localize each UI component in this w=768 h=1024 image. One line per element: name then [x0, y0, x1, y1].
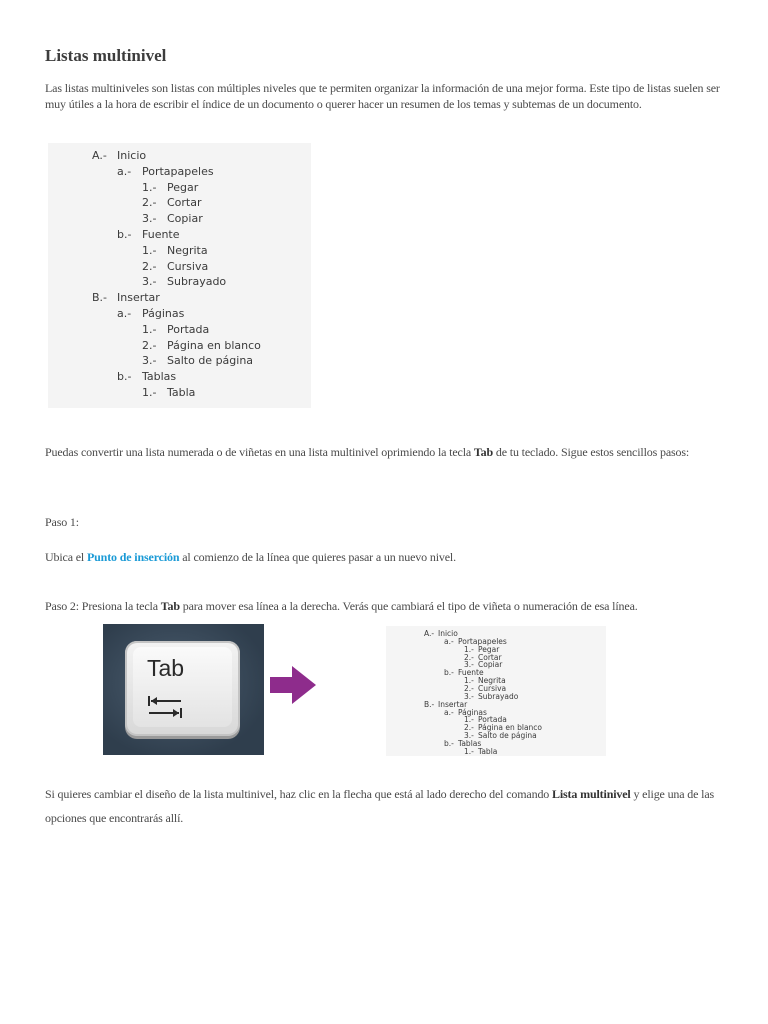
list-item-number: 3.-	[464, 731, 474, 741]
list-item-text: Portapapeles	[458, 636, 507, 646]
list-item-number: 1.-	[142, 322, 157, 336]
step2-text-after: para mover esa línea a la derecha. Verás que cambiará el tipo de viñeta o numeración de esa línea.	[179, 599, 638, 613]
list-item-number: 3.-	[142, 212, 157, 226]
locate-text-before: Ubica el	[45, 550, 87, 564]
tab-key-icon	[103, 624, 264, 755]
tab-key-bold: Tab	[473, 445, 494, 459]
list-item-text: Cursiva	[478, 683, 507, 693]
list-item-text: Páginas	[458, 707, 487, 717]
locate-paragraph	[45, 549, 725, 565]
list-item-text: Inicio	[438, 629, 458, 638]
list-item-number: b.-	[117, 370, 132, 384]
list-item-number: B.-	[92, 291, 108, 305]
step-2-paragraph	[45, 598, 725, 614]
convert-text-before: Puedas convertir una lista numerada o de viñetas en una lista multinivel oprimiendo la tecla	[45, 445, 474, 459]
list-item-text: Negrita	[478, 676, 506, 686]
multilevel-list-example	[48, 143, 311, 408]
list-item	[117, 164, 214, 180]
list-item-text: Pegar	[478, 644, 500, 654]
locate-text-after: al comienzo de la línea que quieres pasar a un nuevo nivel.	[179, 550, 456, 564]
list-item-text: Páginas	[142, 307, 185, 320]
insertion-point-link[interactable]: Punto de inserción	[86, 550, 180, 564]
list-item-text: Insertar	[438, 699, 468, 709]
list-item-number: 2.-	[464, 683, 474, 693]
list-item-number: b.-	[444, 668, 454, 678]
list-item	[142, 353, 253, 369]
list-item-number: a.-	[444, 707, 454, 717]
list-item-number: 3.-	[464, 660, 474, 670]
list-item	[142, 180, 198, 196]
list-item-text: Página en blanco	[167, 338, 261, 352]
list-item-text: Cursiva	[167, 259, 209, 273]
list-item-number: 3.-	[464, 691, 474, 701]
final-text-after: y elige una de las opciones que encontrarás allí.	[45, 787, 715, 825]
list-item-text: Cortar	[478, 652, 502, 662]
list-item	[142, 195, 202, 211]
step2-tab-key-bold: Tab	[160, 599, 180, 613]
list-item-number: a.-	[117, 164, 132, 178]
list-item-text: Tabla	[478, 746, 498, 756]
list-item-number: 2.-	[464, 723, 474, 733]
multilevel-list-result	[386, 626, 606, 756]
list-item	[92, 148, 146, 164]
list-item	[117, 227, 180, 243]
keycap	[125, 641, 240, 736]
list-item-number: 3.-	[142, 354, 157, 368]
right-arrow-icon	[270, 664, 316, 706]
list-item-number: 1.-	[464, 746, 474, 756]
list-item-number: 2.-	[142, 196, 157, 210]
list-item-text: Copiar	[167, 212, 203, 226]
list-item-text: Insertar	[117, 291, 160, 305]
step2-text-before: Paso 2: Presiona la tecla	[45, 599, 161, 613]
list-item-text: Tablas	[458, 738, 482, 748]
list-item	[444, 740, 481, 748]
list-item	[117, 369, 176, 385]
list-item-number: A.-	[424, 629, 435, 638]
list-item-number: b.-	[444, 738, 454, 748]
list-item-number: 1.-	[464, 644, 474, 654]
list-item	[142, 243, 208, 259]
list-item-text: Pegar	[167, 180, 199, 194]
list-item-number: 2.-	[142, 338, 157, 352]
list-item	[92, 290, 160, 306]
list-item-number: 3.-	[142, 275, 157, 289]
list-item	[464, 748, 497, 756]
list-item	[142, 211, 203, 227]
final-text-before: Si quieres cambiar el diseño de la lista multinivel, haz clic en la flecha que está al lado derecho del comando	[45, 787, 552, 801]
page-title: Listas multinivel	[45, 46, 167, 65]
list-item-number: 1.-	[142, 243, 157, 257]
list-item-text: Subrayado	[478, 691, 519, 701]
list-item-text: Portada	[478, 715, 507, 725]
list-item-text: Portapapeles	[142, 164, 214, 178]
list-item-text: Salto de página	[478, 731, 537, 741]
list-item-text: Portada	[167, 322, 210, 336]
list-item	[464, 693, 518, 701]
convert-paragraph	[45, 441, 725, 463]
list-item-number: b.-	[117, 228, 132, 241]
list-item-text: Cortar	[167, 196, 202, 210]
list-item-number: 2.-	[464, 652, 474, 662]
list-item-number: A.-	[92, 149, 107, 162]
list-item-number: a.-	[117, 307, 132, 320]
list-item-text: Fuente	[458, 668, 484, 678]
list-item-number: B.-	[424, 699, 435, 709]
list-item-number: a.-	[444, 636, 454, 646]
list-item-text: Negrita	[167, 243, 208, 257]
list-item	[117, 306, 184, 322]
list-item-text: Inicio	[117, 149, 147, 162]
list-item	[142, 338, 261, 354]
list-item-text: Tabla	[167, 386, 196, 399]
list-item-text: Página en blanco	[478, 723, 543, 733]
intro-paragraph: Las listas multiniveles son listas con múltiples niveles que te permiten organizar la información de una mejor forma. Este tipo de listas suelen ser muy útiles a la hora de escribir el índice de un documento o querer hacer un resumen de los temas y subtemas de un documento.	[45, 81, 720, 111]
list-item-text: Fuente	[142, 228, 180, 241]
list-item	[142, 259, 208, 275]
list-item-number: 1.-	[464, 715, 474, 725]
list-item-number: 1.-	[464, 676, 474, 686]
tab-arrows-icon	[147, 693, 185, 721]
final-paragraph	[45, 782, 725, 830]
multilevel-list-command: Lista multinivel	[552, 787, 631, 801]
convert-text-after: de tu teclado. Sigue estos sencillos pasos:	[493, 445, 690, 459]
list-item-text: Salto de página	[167, 354, 254, 368]
list-item-number: 1.-	[142, 180, 157, 194]
list-item-number: 2.-	[142, 259, 157, 273]
tab-key-label: Tab	[147, 655, 185, 681]
list-item-number: 1.-	[142, 386, 157, 399]
list-item-text: Copiar	[478, 660, 503, 670]
step-1-label: Paso 1:	[45, 515, 79, 529]
list-item-text: Tablas	[142, 370, 177, 384]
list-item	[142, 274, 226, 290]
list-item	[142, 322, 209, 338]
list-item-text: Subrayado	[167, 275, 227, 289]
list-item	[142, 385, 195, 401]
